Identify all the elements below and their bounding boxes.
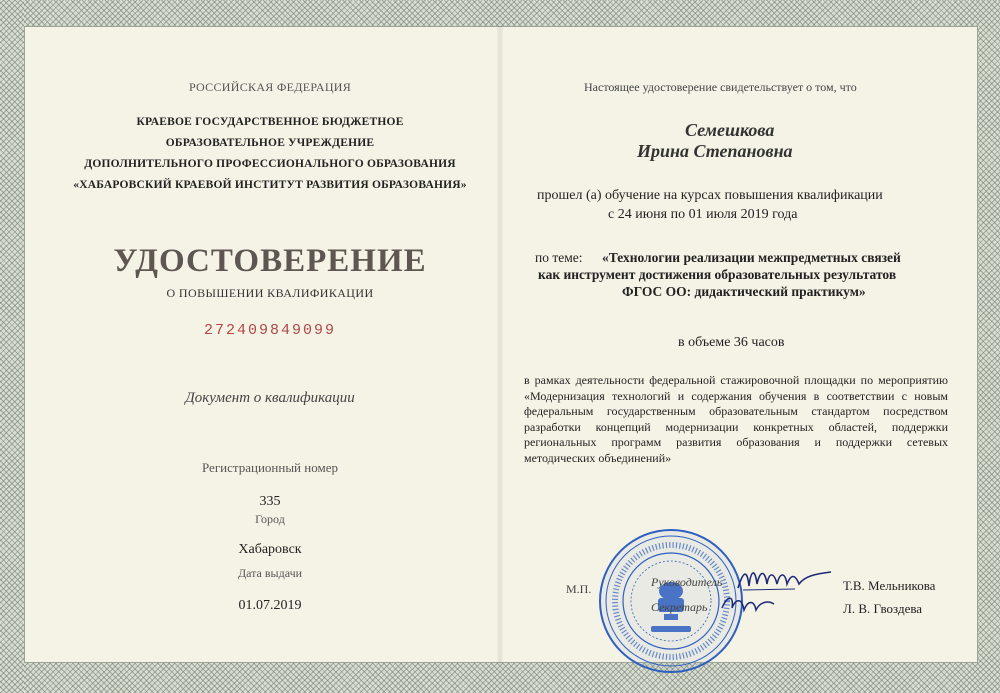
issue-date-label: Дата выдачи [237, 566, 303, 580]
registration-label: Регистрационный номер [202, 460, 338, 475]
theme-line-1: «Технологии реализации межпредметных связей [602, 250, 901, 265]
surname: Семешкова [685, 120, 775, 140]
document-title: УДОСТОВЕРЕНИЕ [113, 243, 427, 279]
institution-line-2: ОБРАЗОВАТЕЛЬНОЕ УЧРЕЖДЕНИЕ [165, 137, 375, 149]
page-fold [497, 26, 503, 663]
theme-line-2: как инструмент достижения образовательных результатов [538, 267, 897, 282]
given-names: Ирина Степановна [637, 141, 793, 161]
guilloche-border-bottom [0, 663, 1000, 693]
theme-line-3: ФГОС ОО: дидактический практикум» [622, 284, 866, 299]
program-description: в рамках деятельности федеральной стажировочной площадки по мероприятию «Модернизация технологий и содержания обучения в соответствии с новым федеральным государственным образовательным стандартом посредством разработки концепций модернизации конкретных областей, поддержки региональных программ развития образования и поддержки сетевых методических объединений» [524, 373, 948, 465]
training-dates: с 24 июня по 01 июля 2019 года [608, 207, 798, 222]
country-name: РОССИЙСКАЯ ФЕДЕРАЦИЯ [188, 80, 352, 94]
seal-place-mark: М.П. [566, 582, 592, 596]
institution-line-4: «ХАБАРОВСКИЙ КРАЕВОЙ ИНСТИТУТ РАЗВИТИЯ ОБРАЗОВАНИЯ» [73, 179, 467, 191]
document-subtitle: О ПОВЫШЕНИИ КВАЛИФИКАЦИИ [166, 286, 374, 300]
issue-date: 01.07.2019 [238, 598, 302, 613]
secretary-label: Секретарь [651, 600, 708, 614]
certificate-number: 272409849099 [203, 322, 337, 339]
head-name: Т.В. Мельникова [843, 578, 936, 593]
city-label: Город [255, 512, 285, 526]
secretary-name: Л. В. Гвоздева [843, 601, 923, 616]
document-type: Документ о квалификации [185, 390, 355, 406]
secretary-signature [718, 590, 778, 618]
theme-prefix: по теме: [535, 250, 583, 265]
institution-line-3: ДОПОЛНИТЕЛЬНОГО ПРОФЕССИОНАЛЬНОГО ОБРАЗОВАНИЯ [84, 158, 456, 170]
guilloche-border-right [978, 0, 1000, 693]
guilloche-border-left [0, 0, 24, 693]
registration-number: 335 [259, 494, 281, 509]
training-line: прошел (а) обучение на курсах повышения квалификации [537, 188, 883, 203]
intro-text: Настоящее удостоверение свидетельствует о том, что [584, 80, 857, 94]
institution-line-1: КРАЕВОЕ ГОСУДАРСТВЕННОЕ БЮДЖЕТНОЕ [136, 116, 404, 128]
city-value: Хабаровск [238, 542, 302, 557]
head-label: Руководитель [651, 575, 723, 589]
volume-hours: в объеме 36 часов [678, 335, 785, 350]
guilloche-border-top [0, 0, 1000, 26]
